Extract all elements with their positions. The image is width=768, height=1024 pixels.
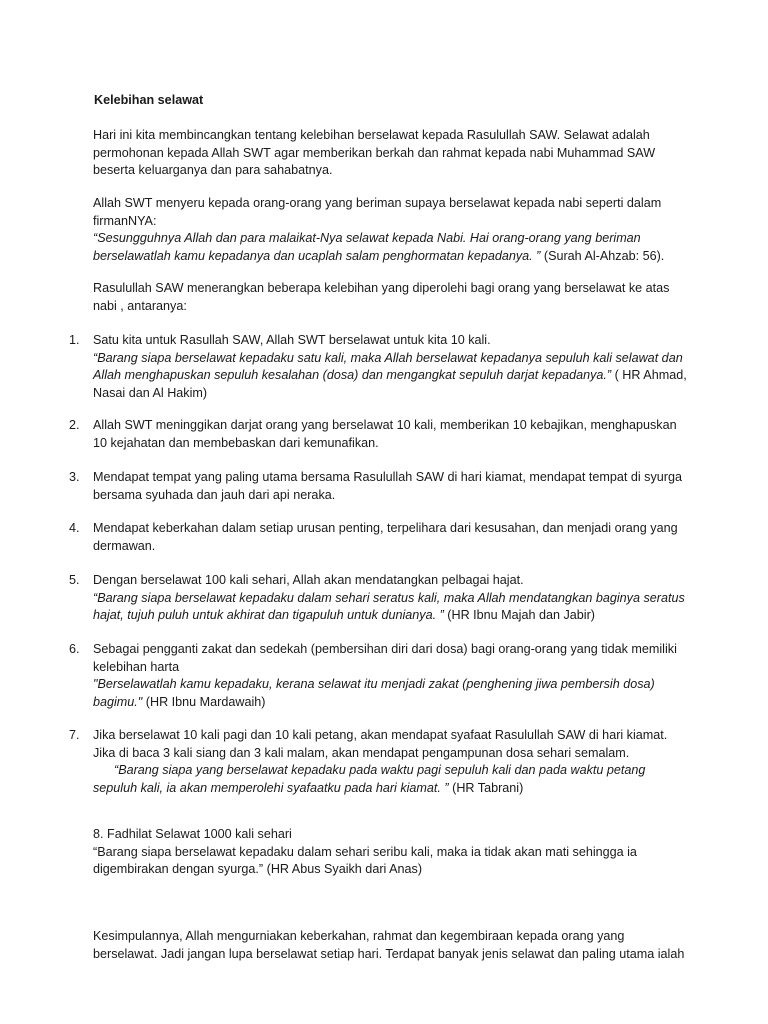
list-number: 5. xyxy=(69,573,80,587)
quote-line xyxy=(93,607,685,625)
quote-text: bagimu." xyxy=(93,694,143,709)
list-number: 4. xyxy=(69,521,80,535)
text-line: nabi , antaranya: xyxy=(93,298,187,313)
quran-paragraph xyxy=(93,195,664,265)
intro-paragraph xyxy=(93,127,655,180)
quote-text: “Sesungguhnya Allah dan para malaikat-Nya selawat kepada Nabi. Hai orang-orang yang beriman xyxy=(93,231,641,246)
list-item-6 xyxy=(93,641,677,711)
quote-line xyxy=(93,762,667,780)
text-line: Rasulullah SAW menerangkan beberapa kelebihan yang diperolehi bagi orang yang berselawat ke atas xyxy=(93,281,670,295)
text-line: Hari ini kita membincangkan tentang kelebihan berselawat kepada Rasulullah SAW. Selawat adalah xyxy=(93,128,650,142)
quote-line xyxy=(93,694,677,712)
text-line: Kesimpulannya, Allah mengurniakan keberkahan, rahmat dan kegembiraan kepada orang yang xyxy=(93,929,625,943)
text-line: digembirakan dengan syurga.” (HR Abus Syaikh dari Anas) xyxy=(93,862,423,877)
text-line: Satu kita untuk Rasullah SAW, Allah SWT berselawat untuk kita 10 kali. xyxy=(93,333,491,347)
text-line: permohonan kepada Allah SWT agar memberikan berkah dan rahmat kepada nabi Muhammad SAW xyxy=(93,145,656,160)
list-item-1 xyxy=(93,332,687,402)
text-line: Jika di baca 3 kali siang dan 3 kali malam, akan mendapat pengampunan dosa sehari semalam. xyxy=(93,745,630,760)
quote-text: “Barang siapa berselawat kepadaku satu kali, maka Allah berselawat kepadanya sepuluh kali selawat dan xyxy=(93,350,683,365)
list-item-2 xyxy=(93,417,677,452)
text-line: 10 kejahatan dan membebaskan dari kemunafikan. xyxy=(93,435,379,450)
text-line: “Barang siapa berselawat kepadaku dalam sehari seribu kali, maka ia tidak akan mati sehingga ia xyxy=(93,844,637,859)
text-line: beserta keluarganya dan para sahabatnya. xyxy=(93,163,333,178)
text-line: dermawan. xyxy=(93,538,156,553)
quote-text: hajat, tujuh puluh untuk akhirat dan tigapuluh untuk dunianya. ” xyxy=(93,608,444,623)
list-number: 1. xyxy=(69,333,80,347)
text-line: Sebagai pengganti zakat dan sedekah (pembersihan diri dari dosa) bagi orang-orang yang tidak memiliki xyxy=(93,642,677,656)
list-item-4 xyxy=(93,520,678,555)
text-line: berselawat. Jadi jangan lupa berselawat setiap hari. Terdapat banyak jenis selawat dan paling utama ialah xyxy=(93,946,685,961)
list-number: 7. xyxy=(69,728,80,742)
quote-line xyxy=(93,350,687,368)
list-item-7 xyxy=(93,727,667,797)
quote-line xyxy=(93,676,677,694)
list-number: 3. xyxy=(69,470,80,484)
text-line: Mendapat keberkahan dalam setiap urusan penting, terpelihara dari kesusahan, dan menjadi orang yang xyxy=(93,521,678,535)
list-number: 6. xyxy=(69,642,80,656)
list-item-8 xyxy=(93,826,637,879)
text-line: Jika berselawat 10 kali pagi dan 10 kali petang, akan mendapat syafaat Rasulullah SAW di hari kiamat. xyxy=(93,728,668,742)
text-line: Mendapat tempat yang paling utama bersama Rasulullah SAW di hari kiamat, mendapat tempat di syurga xyxy=(93,470,682,484)
quote-line xyxy=(93,367,687,385)
list-item-5 xyxy=(93,572,685,625)
quote-source: ( HR Ahmad, xyxy=(611,368,687,383)
text-line: kelebihan harta xyxy=(93,659,180,674)
quote-text: sepuluh kali, ia akan memperolehi syafaatku pada hari kiamat. ” xyxy=(93,780,449,795)
quote-line xyxy=(93,590,685,608)
quote-source: (HR Ibnu Majah dan Jabir) xyxy=(443,608,595,623)
text-line: firmanNYA: xyxy=(93,213,157,228)
conclusion-paragraph xyxy=(93,928,684,963)
list-number: 2. xyxy=(69,418,80,432)
quote-line xyxy=(93,248,664,266)
text-line: Allah SWT menyeru kepada orang-orang yang beriman supaya berselawat kepada nabi seperti dalam xyxy=(93,196,662,210)
quote-text: “Barang siapa yang berselawat kepadaku pada waktu pagi sepuluh kali dan pada waktu petang xyxy=(114,763,646,778)
quote-line xyxy=(93,230,664,248)
quote-source: (Surah Al-Ahzab: 56). xyxy=(540,248,665,263)
document-title: Kelebihan selawat xyxy=(94,93,204,107)
text-line: Dengan berselawat 100 kali sehari, Allah akan mendatangkan pelbagai hajat. xyxy=(93,573,524,587)
quote-text: Allah menghapuskan sepuluh kesalahan (dosa) dan mengangkat sepuluh darjat kepadanya.” xyxy=(93,368,612,383)
text-line: Nasai dan Al Hakim) xyxy=(93,385,208,400)
quote-text: "Berselawatlah kamu kepadaku, kerana selawat itu menjadi zakat (penghening jiwa pembersih dosa) xyxy=(93,677,655,692)
lead-paragraph xyxy=(93,280,669,315)
quote-text: “Barang siapa berselawat kepadaku dalam sehari seratus kali, maka Allah mendatangkan baginya seratus xyxy=(93,590,685,605)
text-line: bersama syuhada dan jauh dari api neraka. xyxy=(93,487,336,502)
quote-text: berselawatlah kamu kepadanya dan ucaplah salam penghormatan kepadanya. ” xyxy=(93,248,541,263)
quote-source: (HR Tabrani) xyxy=(448,780,524,795)
text-line: Allah SWT meninggikan darjat orang yang berselawat 10 kali, memberikan 10 kebajikan, menghapuskan xyxy=(93,418,677,432)
list-item-3 xyxy=(93,469,682,504)
quote-source: (HR Ibnu Mardawaih) xyxy=(142,694,266,709)
list-item-heading: 8. Fadhilat Selawat 1000 kali sehari xyxy=(93,827,292,841)
quote-line xyxy=(93,780,667,798)
